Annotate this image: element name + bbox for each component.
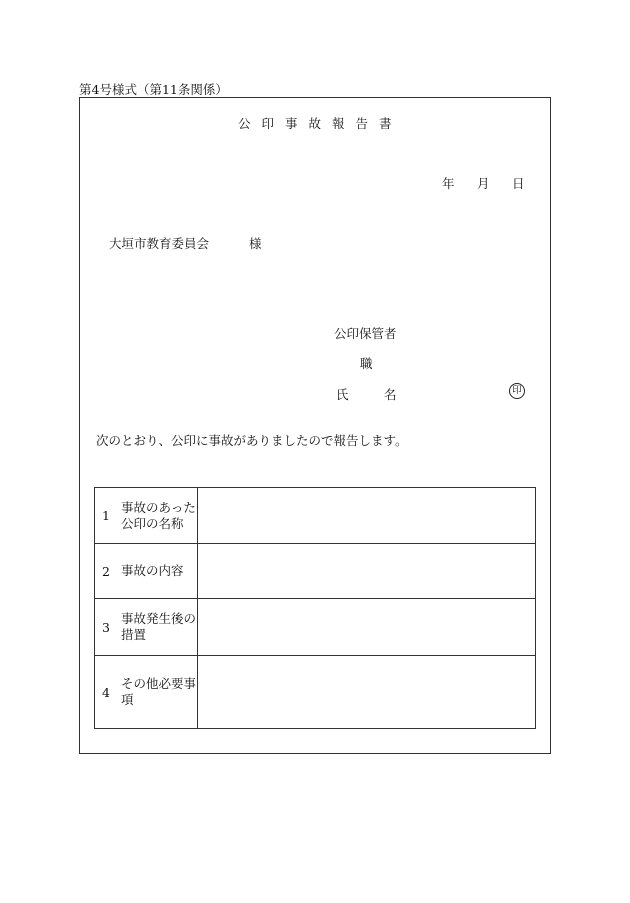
item-value-cell[interactable] [198,656,536,729]
table-row [95,599,536,656]
position-label: 職 [360,356,373,371]
item-label-cell [95,488,198,544]
item-value-cell[interactable] [198,544,536,599]
seal-keeper-heading: 公印保管者 [334,326,397,341]
form-number: 第4号様式（第11条関係） [79,82,228,97]
item-label-cell [95,599,198,656]
item-value-cell[interactable] [198,488,536,544]
intro-text: 次のとおり、公印に事故がありましたので報告します。 [96,433,408,448]
item-label: 事故の内容 [121,563,184,578]
table-row [95,544,536,599]
date-year-label: 年 [442,176,455,191]
honorific: 様 [249,236,262,251]
item-label: 事故発生後の 措置 [121,611,197,642]
report-table [94,487,536,729]
date-day-label: 日 [512,176,525,191]
item-label: 事故のあった 公印の名称 [121,499,196,531]
item-number: 1 [102,508,110,523]
table-row [95,656,536,729]
document-title: 公印事故報告書 [238,116,403,131]
name-label-part1: 氏 [336,387,349,402]
item-label-cell [95,656,198,729]
seal-mark: 印 [509,383,525,399]
addressee: 大垣市教育委員会 [109,236,210,251]
name-label-part2: 名 [384,387,397,402]
item-label-cell [95,544,198,599]
item-value-cell[interactable] [198,599,536,656]
table-row [95,488,536,544]
item-number: 2 [102,563,110,579]
date-month-label: 月 [477,176,490,191]
item-number: 4 [102,684,110,700]
item-label: その他必要事 項 [121,676,197,707]
item-number: 3 [102,619,110,635]
